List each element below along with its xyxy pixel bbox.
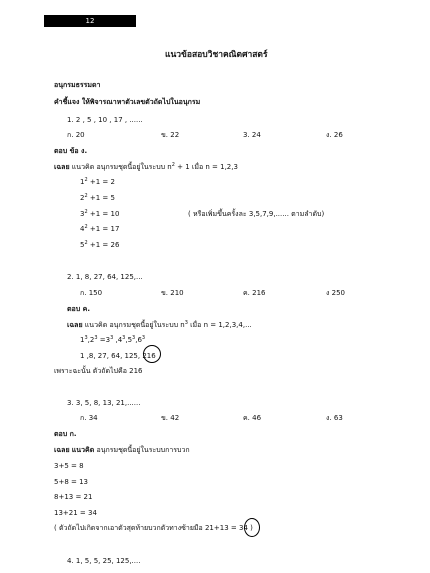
q3-line-1: 3+5 = 8 — [54, 462, 84, 470]
q2-choice-c: ค. 216 — [243, 289, 266, 297]
q2-explain-sup: 3 — [184, 320, 188, 326]
q1-explain-tail: + 1 เมื่อ n = 1,2,3 — [174, 163, 238, 171]
q2-choice-a: ก. 150 — [80, 289, 103, 297]
q3-line-3: 8+13 = 21 — [54, 493, 93, 501]
q2-explain-text: แนวคิด อนุกรมชุดนี้อยู่ในระบบ n — [84, 321, 185, 329]
q2-conclusion: เพราะฉะนั้น ตัวถัดไปคือ 216 — [54, 367, 143, 375]
page-title: แนวข้อสอบวิชาคณิตศาสตร์ — [165, 50, 268, 60]
q3-line-4: 13+21 = 34 — [54, 509, 97, 517]
q1-answer: ตอบ ข้อ ง. — [54, 147, 88, 155]
q1-choice-d: ง. 26 — [326, 131, 343, 139]
q3-choice-a: ก. 34 — [80, 414, 98, 422]
q1-choice-a: ก. 20 — [67, 131, 85, 139]
q1-line-5: $5^2 +1 = 26$ — [80, 240, 120, 249]
instruction: คำชี้แจง ให้พิจารณาหาตัวเลขตัวถัดไปในอนุกรม — [54, 98, 201, 106]
q3-note: ( ตัวถัดไปเกิดจากเอาตัวสุดท้ายบวกตัวทางซ้ายมือ 21+13 = 34 ) — [54, 524, 253, 532]
q1-explanation — [54, 163, 238, 172]
q3-choice-b: ข. 42 — [161, 414, 180, 422]
q1-explain-text: แนวคิด อนุกรมชุดนี้อยู่ในระบบ n — [71, 163, 172, 171]
q1-line-1: $1^2 +1 = 2$ — [80, 177, 115, 186]
q3-answer: ตอบ ก. — [54, 430, 77, 438]
q1-choice-c: 3. 24 — [243, 131, 261, 139]
q3-answer-circle — [244, 518, 260, 537]
q2-series-circled: 216 — [142, 352, 156, 360]
q2-choice-b: ข. 210 — [161, 289, 184, 297]
q3-line-2: 5+8 = 13 — [54, 478, 88, 486]
section-heading: อนุกรมธรรมดา — [54, 81, 101, 89]
q1-line-4: $4^2 +1 = 17$ — [80, 224, 120, 233]
q1-explain-label: เฉลย — [54, 163, 70, 171]
q1-question: 1. 2 , 5 , 10 , 17 , ...... — [67, 116, 143, 124]
q3-explanation — [54, 446, 190, 455]
q2-series: 1 ,8, 27, 64, 125, 216 — [80, 352, 156, 360]
q3-choice-d: ง. 63 — [326, 414, 343, 422]
q3-note-circled: 34 — [238, 524, 248, 532]
q3-question: 3. 3, 5, 8, 13, 21,...... — [67, 399, 141, 407]
q2-explain-tail: เมื่อ n = 1,2,3,4,... — [187, 321, 252, 329]
q1-explain-sup: 2 — [171, 162, 175, 168]
q2-answer: ตอบ ค. — [67, 305, 90, 313]
page-number: 12 — [44, 15, 136, 27]
q1-line-2: $2^2 +1 = 5$ — [80, 193, 115, 202]
q3-explain-text: อนุกรมชุดนี้อยู่ในระบบการบวก — [96, 446, 190, 454]
q3-choice-c: ค. 46 — [243, 414, 262, 422]
q1-choice-b: ข. 22 — [161, 131, 180, 139]
q2-powers: $1^3,2^3 =3^3$ $,4^3,5^3,6^3$ — [80, 335, 146, 344]
q2-explanation — [67, 321, 252, 330]
q2-explain-label: เฉลย — [67, 321, 83, 329]
q1-line-3: $3^2 +1 = 10$ — [80, 209, 120, 218]
q2-answer-circle — [143, 345, 161, 363]
q3-explain-label: เฉลย — [54, 446, 70, 454]
q2-question: 2. 1, 8, 27, 64, 125,... — [67, 273, 143, 281]
q2-choice-d: ง 250 — [326, 289, 346, 297]
q3-explain-label2: แนวคิด — [71, 446, 95, 454]
q4-question: 4. 1, 5, 5, 25, 125,.... — [67, 557, 141, 565]
q1-note: ( หรือเพิ่มขึ้นครั้งละ 3,5,7,9,...... ตามลำดับ) — [188, 210, 325, 218]
